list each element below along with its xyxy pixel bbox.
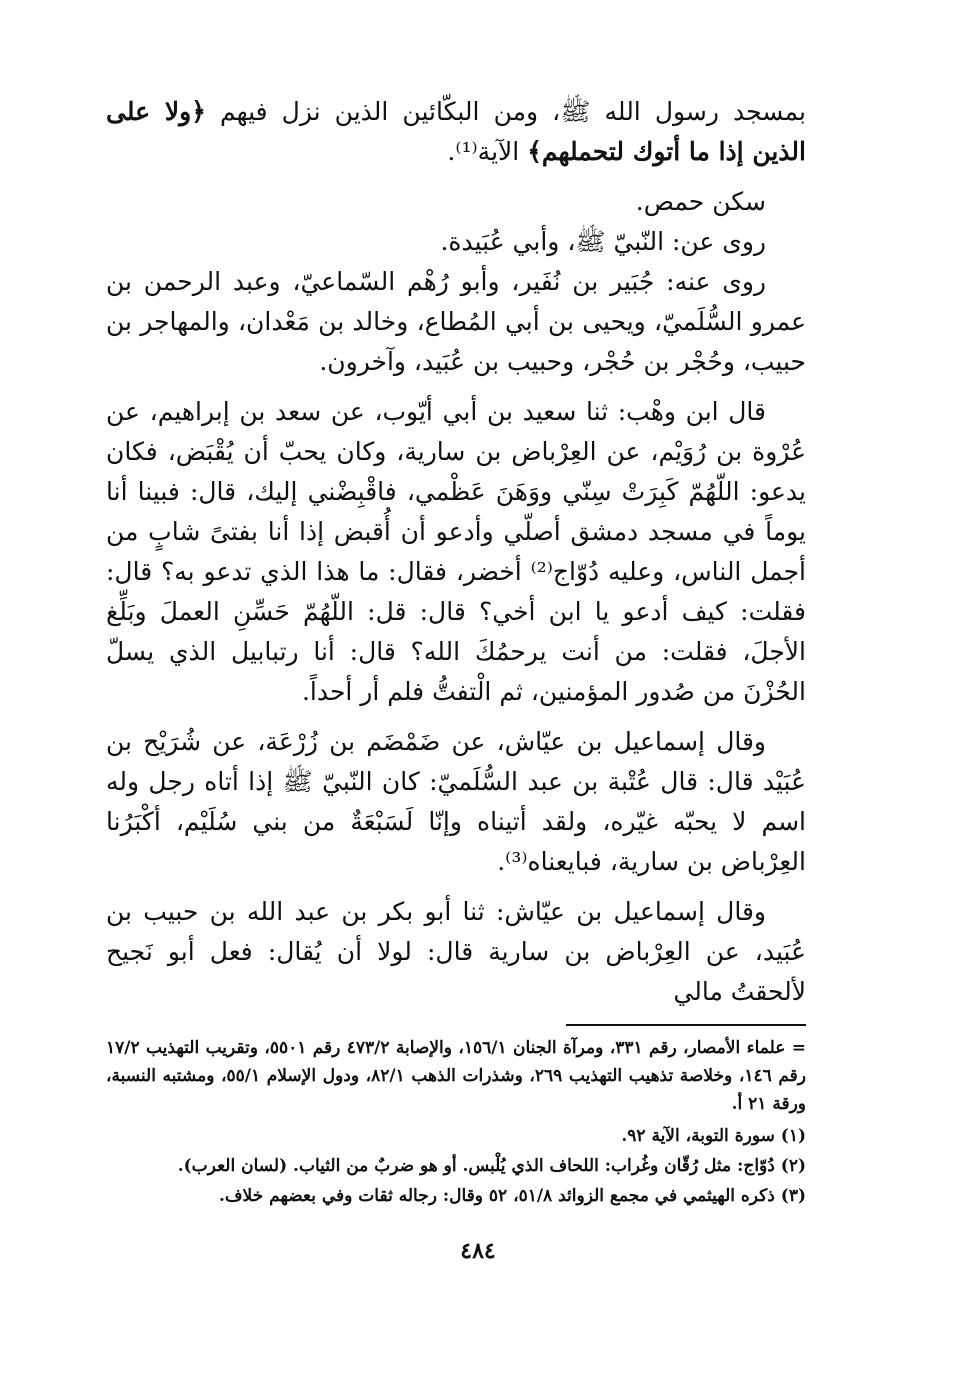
narrators-line: روى عنه: جُبَير بن نُفَير، وأبو رُهْم السّماعيّ، وعبد الرحمن بن عمرو السُّلَميّ، ويحيى بن أبي المُطاع، وخالد بن مَعْدان، والمهاجر بن حبيب، وحُجْر بن حُجْر، وحبيب بن عُبَيد، وآخرون. bbox=[106, 267, 806, 376]
residence-line: سكن حمص. bbox=[635, 187, 766, 216]
paragraph-2 bbox=[106, 182, 806, 382]
quran-quote: ﴿ولا على الذين إذا ما أتوك لتحملهم﴾ bbox=[106, 97, 806, 166]
narration-text: وقال إسماعيل بن عيّاش: ثنا أبو بكر بن عبد الله بن حبيب بن عُبَيد، عن العِرْباض بن سارية قال: لولا أن يُقال: فعل أبو نَجيح لألحقتُ مالي bbox=[106, 897, 806, 1006]
main-text bbox=[106, 92, 806, 1022]
footnote-1: (١) سورة التوبة، الآية ٩٢. bbox=[621, 1126, 806, 1146]
narrated-from-line: روى عن: النّبيّ ﷺ، وأبي عُبَيدة. bbox=[440, 227, 766, 256]
page-number: ٤٨٤ bbox=[460, 1238, 496, 1264]
paragraph-1 bbox=[106, 92, 806, 172]
paragraph-3 bbox=[106, 392, 806, 712]
text-segment: الآية⁽¹⁾. bbox=[447, 137, 528, 166]
paragraph-5 bbox=[106, 892, 806, 1012]
footnotes bbox=[106, 1024, 806, 1212]
narration-text: وقال إسماعيل بن عيّاش، عن ضَمْضَم بن زُرْعَة، عن شُرَيْح بن عُبَيْد قال: قال عُتْبة بن عبد السُّلَميّ: كان النّبيّ ﷺ إذا أتاه رجل وله اسم لا يحبّه غيّره، ولقد أتيناه وإنّا لَسَبْعَةٌ من بني سُلَيْم، أكْبَرُنا العِرْباض بن سارية، فبايعناه⁽³⁾. bbox=[106, 727, 806, 876]
text-segment: بمسجد رسول الله ﷺ، ومن البكّائين الذين نزل فيهم bbox=[205, 97, 806, 126]
footnote-3: (٣) ذكره الهيثمي في مجمع الزوائد ٥١/٨، ٥٢ وقال: رجاله ثقات وفي بعضهم خلاف. bbox=[219, 1186, 806, 1206]
footnote-2: (٢) دُوّاج: مثل رُقّان وغُراب: اللحاف الذي يُلْبس. أو هو ضربٌ من الثياب. (لسان العرب). bbox=[177, 1156, 806, 1176]
footnote-continuation: = علماء الأمصار، رقم ٣٣١، ومرآة الجنان ١٥٦/١، والإصابة ٤٧٣/٢ رقم ٥٥٠١، وتقريب التهذيب ١٧/٢ رقم ١٤٦، وخلاصة تذهيب التهذيب ٢٦٩، وشذرات الذهب ٨٢/١، ودول الإسلام ٥٥/١، ومشتبه النسبة، ورقة ٢١ أ. bbox=[106, 1038, 807, 1114]
narration-text: قال ابن وهْب: ثنا سعيد بن أبي أيّوب، عن سعد بن إبراهيم، عن عُرْوة بن رُوَيْم، عن العِرْباض بن سارية، وكان يحبّ أن يُقْبَض، فكان يدعو: اللّهُمّ كَبِرَتْ سِنّي ووَهَنَ عَظْمي، فاقْبِضْني إليك، قال: فبينا أنا يوماً في مسجد دمشق أصلّي وأدعو أن أُقبض إذا أنا بفتىً شابٍ من أجمل الناس، وعليه دُوّاج⁽²⁾ أخضر، فقال: ما هذا الذي تدعو به؟ قال: فقلت: كيف أدعو يا ابن أخي؟ قال: قل: اللّهُمّ حَسِّنِ العملَ وبَلِّغ الأجلَ، فقلت: من أنت يرحمُكَ الله؟ قال: أنا رتبابيل الذي يسلّ الحُزْنَ من صُدور المؤمنين، ثم الْتفتُّ فلم أر أحداً. bbox=[106, 397, 806, 706]
paragraph-4 bbox=[106, 722, 806, 882]
footnote-divider bbox=[566, 1024, 806, 1026]
